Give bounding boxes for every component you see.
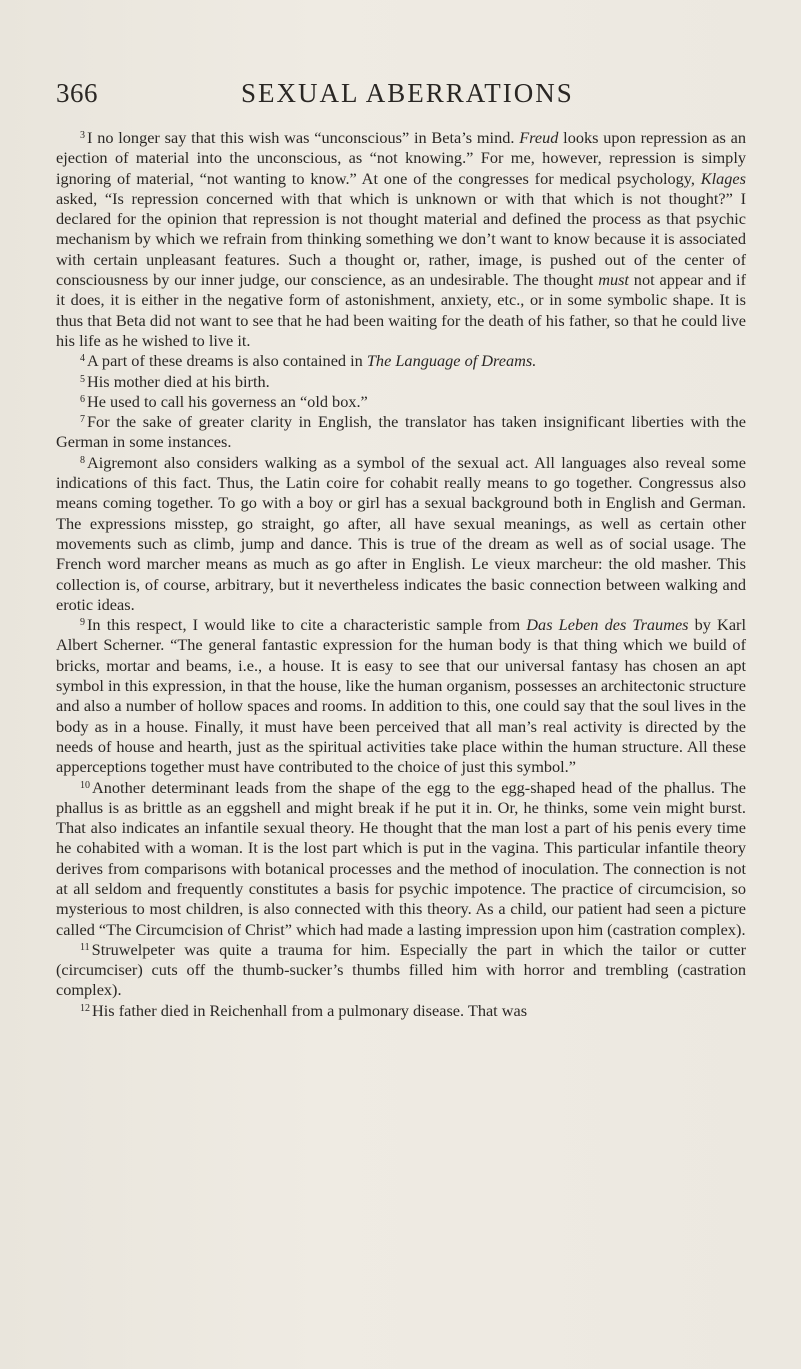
footnote-text: In this respect, I would like to cite a characteristic sample from: [87, 615, 527, 635]
footnote-3: [56, 128, 746, 351]
footnote-5: [56, 372, 746, 392]
footnote-number: 7: [80, 414, 85, 426]
footnote-text: Another determinant leads from the shape of the egg to the egg-shaped head of the phallus. The phallus is as brittle as an eggshell and might break if he put it in. Or, he thinks, some vein might burst. That also indicates an infantile sexual theory. He thought that the man lost a part of his penis every time he cohabited with a woman. It is the lost part which is put in the vagina. This particular infantile theory derives from comparisons with botanical processes and the method of inoculation. The connection is not at all seldom and frequently constitutes a basis for psychic impotence. The practice of circumcision, so mysterious to most children, is also connected with this theory. As a child, our patient had seen a picture called “The Circumcision of Christ” which had made a lasting impression upon him (castration complex).: [56, 777, 746, 939]
footnote-text: I no longer say that this wish was “unconscious” in Beta’s mind.: [87, 128, 520, 147]
footnote-number: 12: [80, 1002, 90, 1014]
footnote-9: [56, 615, 746, 777]
footnote-number: 4: [80, 353, 85, 365]
footnote-text: looks upon repression as an ejection of material into the unconscious, as “not knowing.” For me, however, repression is simply ignoring of material, “not wanting to know.” At one of the congresses for medical psychology,: [56, 128, 746, 188]
footnote-number: 11: [80, 941, 90, 953]
footnote-text: not appear and if it does, it is either in the negative form of astonishment, anxiety, etc., or in some symbolic shape. It is thus that Beta did not want to see that he had been waiting for the death of his father, so that he could live his life as he wished to live it.: [56, 270, 747, 350]
footnotes: [56, 128, 746, 1021]
footnote-4: [56, 351, 746, 371]
page-header: [56, 78, 745, 118]
footnote-7: [56, 412, 746, 453]
footnote-11: [56, 940, 746, 1001]
footnote-text: Aigremont also considers walking as a symbol of the sexual act. All languages also reveal some indications of this fact. Thus, the Latin coire for cohabit really means to go together. Congressus also means coming together. To go with a boy or girl has a sexual background both in English and German. The expressions misstep, go straight, go after, all have sexual meanings, as well as certain other movements such as climb, jump and dance. This is true of the dream as well as of social usage. The French word marcher means as much as go after in English. Le vieux marcheur: the old masher. This collection is, of course, arbitrary, but it nevertheless indicates the basic connection between walking and erotic ideas.: [56, 452, 746, 614]
footnote-text: His father died in Reichenhall from a pulmonary disease. That was: [92, 1000, 528, 1020]
page-number: 366: [56, 78, 98, 108]
footnote-text: Struwelpeter was quite a trauma for him. Especially the part in which the tailor or cutter (circumciser) cuts off the thumb-sucker’s thumbs filled him with horror and trembling (castration complex).: [56, 939, 746, 1000]
footnote-number: 3: [80, 130, 85, 141]
footnote-number: 5: [80, 373, 85, 385]
footnote-text: For the sake of greater clarity in English, the translator has taken insignificant liberties with the German in some instances.: [56, 412, 746, 452]
footnote-number: 8: [80, 454, 85, 466]
footnote-number: 9: [80, 617, 85, 629]
italic-text: Freud: [519, 128, 559, 147]
running-head: SEXUAL ABERRATIONS: [241, 78, 574, 108]
italic-text: The Language of Dreams.: [366, 351, 537, 371]
footnote-number: 10: [80, 779, 90, 791]
footnote-text: He used to call his governess an “old box.”: [87, 391, 368, 411]
footnote-text: A part of these dreams is also contained in: [87, 351, 367, 371]
italic-text: must: [598, 270, 629, 290]
italic-text: Das Leben des Traumes: [526, 615, 689, 635]
footnote-6: [56, 392, 746, 412]
footnote-12: [56, 1001, 746, 1021]
footnote-text: His mother died at his birth.: [87, 371, 270, 391]
footnote-text: by Karl Albert Scherner. “The general fantastic expression for the human body is that thing which we build of bricks, mortar and beams, i.e., a house. It is easy to see that our universal fantasy has chosen an apt symbol in this expression, in that the house, like the human organism, possesses an architectonic structure and also a number of hollow spaces and rooms. In addition to this, one could say that the soul lives in the body as in a house. Finally, it must have been perceived that all man’s real activity is directed by the needs of house and hearth, just as the spiritual activities take place within the human structure. All these apperceptions together must have contributed to the choice of just this symbol.”: [56, 615, 746, 777]
footnote-text: asked, “Is repression concerned with that which is unknown or with that which is not thought?” I declared for the opinion that repression is not thought material and defined the process as that psychic mechanism by which we refrain from thinking something we don’t want to know because it is associated with certain unpleasant features. Such a thought or, rather, image, is pushed out of the center of consciousness by our inner judge, our conscience, as an undesirable. The thought: [56, 188, 746, 290]
footnote-10: [56, 778, 746, 940]
italic-text: Klages: [700, 168, 746, 188]
footnote-8: [56, 453, 746, 615]
footnote-number: 6: [80, 393, 85, 405]
